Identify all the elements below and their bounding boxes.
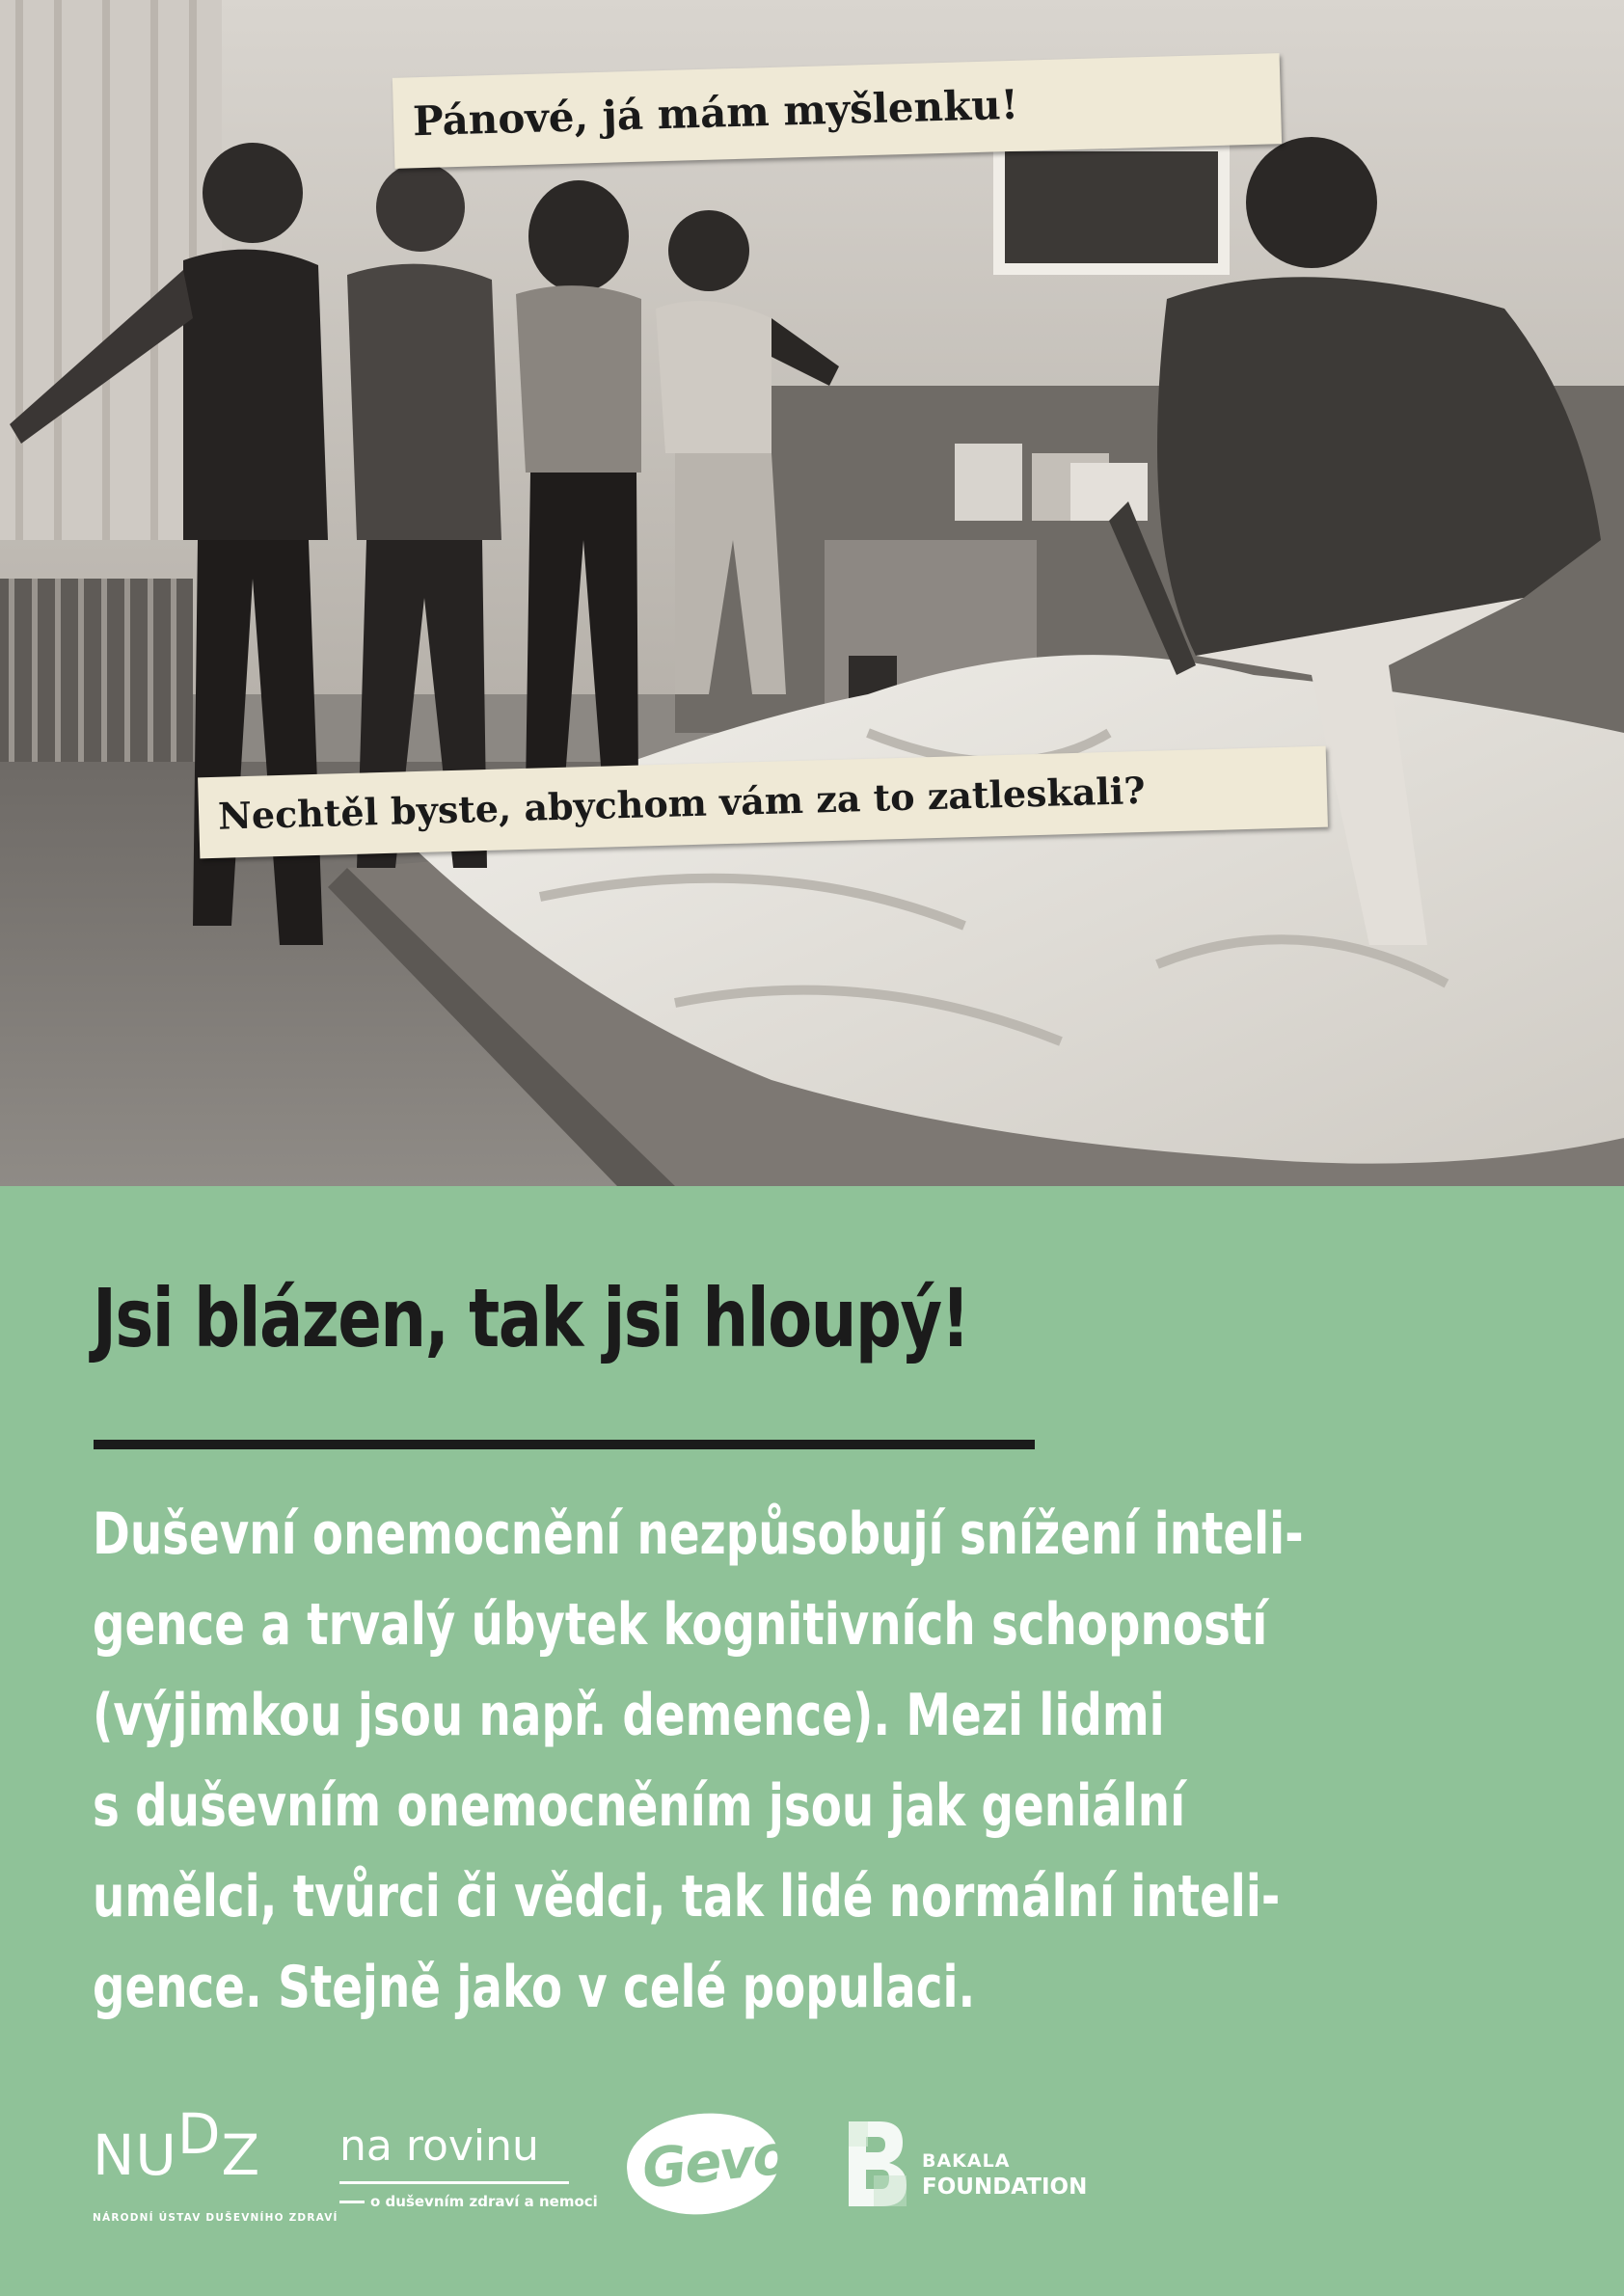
gevo-logo-text: Gevo <box>639 2123 791 2201</box>
partner-logos <box>0 2102 1624 2237</box>
nudz-logo <box>93 2101 338 2224</box>
headline: Jsi blázen, tak jsi hloupý! <box>93 1271 969 1365</box>
body-paragraph <box>93 1489 1409 2033</box>
body-line: gence a trvalý úbytek kognitivních schopností <box>93 1591 1268 1659</box>
headline-divider <box>94 1440 1035 1449</box>
nudz-logo-mark-left: NU <box>93 2122 177 2188</box>
nudz-logo-mark-up: D <box>176 2101 222 2167</box>
body-line: (výjimkou jsou např. demence). Mezi lidmi <box>93 1682 1165 1749</box>
narovinu-logo-title: na rovinu <box>339 2121 539 2171</box>
body-line: s duševním onemocněním jsou jak geniální <box>93 1772 1186 1840</box>
bakala-name-line2: FOUNDATION <box>922 2174 1088 2200</box>
nudz-logo-mark-right: Z <box>221 2122 261 2188</box>
caption-top: Pánové, já mám myšlenku! <box>392 53 1282 169</box>
narovinu-logo-subtitle: o duševním zdraví a nemoci <box>339 2193 598 2210</box>
bakala-b-icon <box>845 2118 908 2210</box>
nudz-logo-mark <box>93 2101 261 2188</box>
body-line: Duševní onemocnění nezpůsobují snížení inteli- <box>93 1500 1304 1568</box>
nudz-logo-subtitle: NÁRODNÍ ÚSTAV DUŠEVNÍHO ZDRAVÍ <box>93 2212 338 2224</box>
narovinu-logo <box>339 2120 598 2226</box>
narovinu-logo-line <box>339 2181 569 2184</box>
body-line: gence. Stejně jako v celé populaci. <box>93 1954 976 2021</box>
bakala-foundation-name <box>922 2148 1087 2201</box>
bakala-name-line1: BAKALA <box>922 2150 1011 2172</box>
body-line: umělci, tvůrci či vědci, tak lidé normální inteli- <box>93 1863 1281 1931</box>
caption-bottom: Nechtěl byste, abychom vám za to zatleskali? <box>198 746 1328 859</box>
gevo-logo <box>627 2114 791 2214</box>
bakala-foundation-logo <box>845 2118 1134 2214</box>
